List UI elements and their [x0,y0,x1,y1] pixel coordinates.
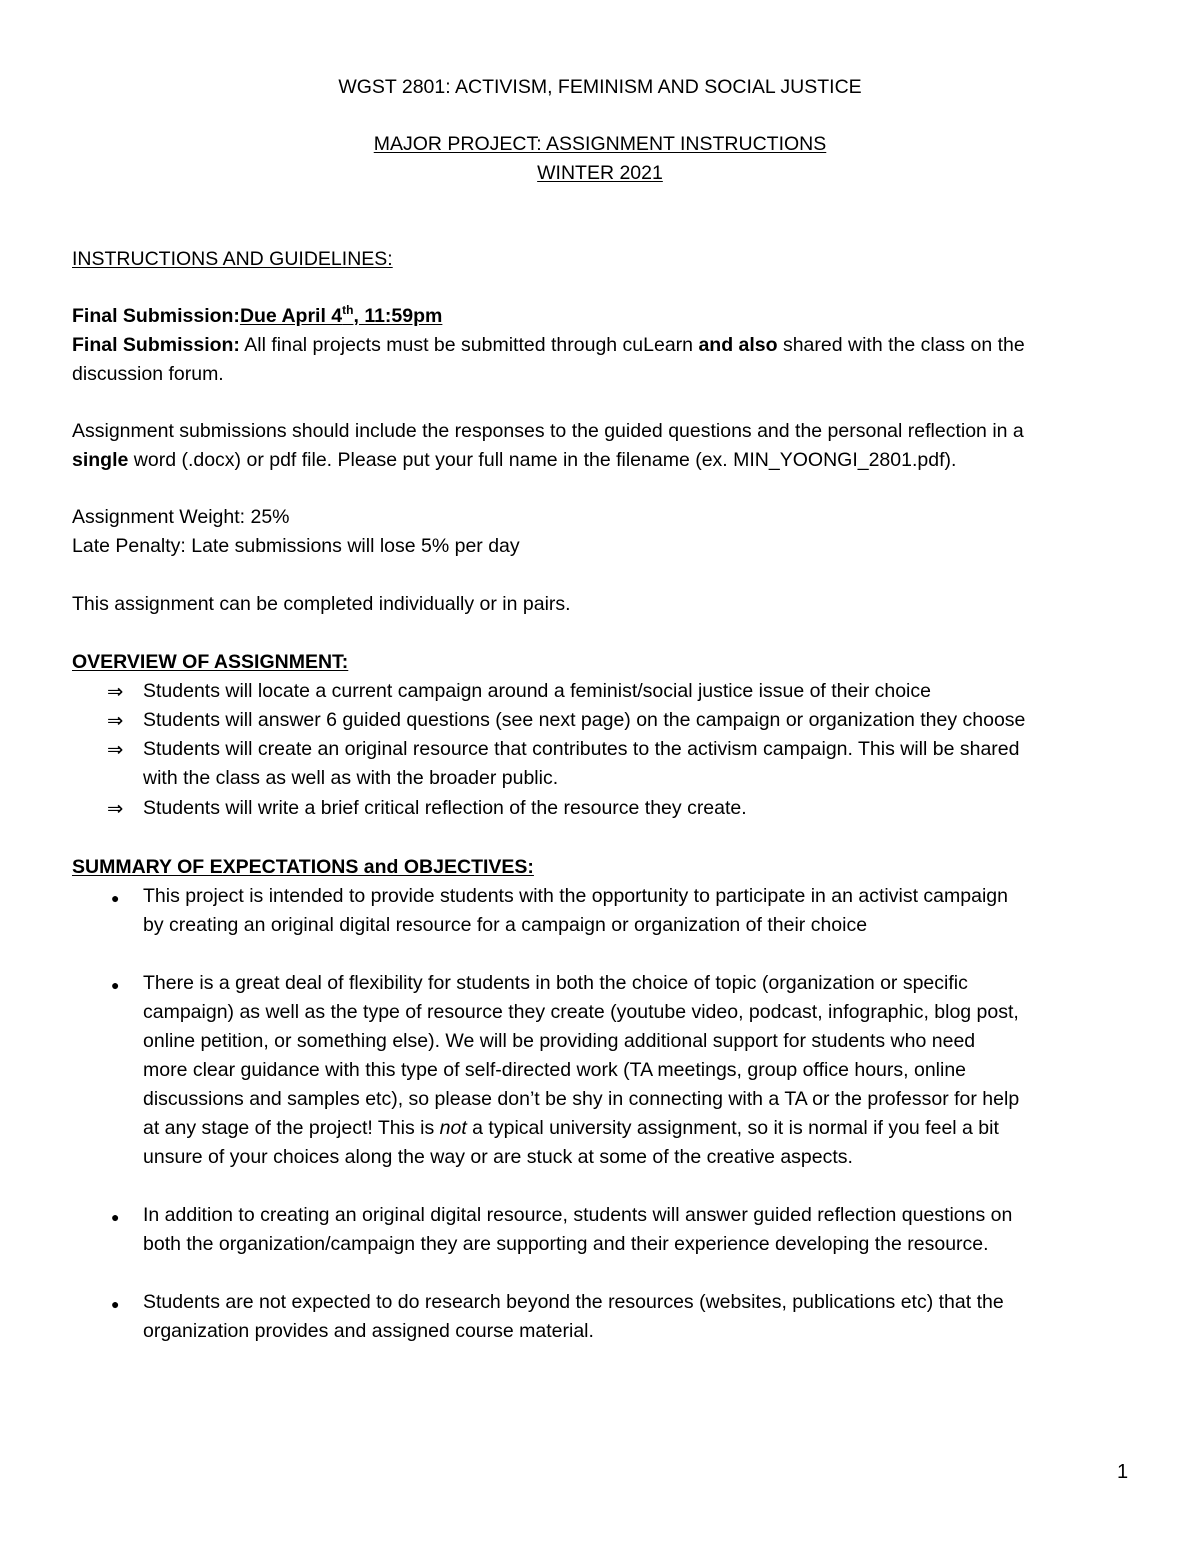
summary-item-2-line-3: online petition, or something else). We will be providing additional support for students who need [143,1030,976,1052]
bullet-icon: ● [111,890,120,906]
due-text [240,305,442,327]
summary-item-2-line-5: discussions and samples etc), so please don’t be shy in connecting with a TA or the professor for help [143,1088,1020,1110]
due-superscript: th [342,303,354,317]
due-date: Due April 4 [239,305,343,327]
course-title: WGST 2801: ACTIVISM, FEMINISM AND SOCIAL JUSTICE [338,76,862,98]
list-item: Students will locate a current campaign around a feminist/social justice issue of their choice [143,680,931,702]
summary-item-1-line-1: This project is intended to provide students with the opportunity to participate in an activist campaign [143,885,1008,907]
list-item-continuation: with the class as well as with the broader public. [143,767,559,789]
summary-heading: SUMMARY OF EXPECTATIONS and OBJECTIVES: [72,856,534,878]
submission-line [72,334,1025,357]
summary-item-2-line-6 [143,1117,999,1140]
summary-item-2-line-1: There is a great deal of flexibility for students in both the choice of topic (organization or specific [143,972,968,994]
list-item: Students will write a brief critical reflection of the resource they create. [143,797,747,819]
summary-item-4-line-1: Students are not expected to do research beyond the resources (websites, publications etc) that the [143,1291,1004,1313]
submission-bold: and also [698,334,778,356]
due-label: Final Submission: [72,305,240,327]
bullet-icon: ● [111,1209,120,1225]
format-paragraph-line-2 [72,449,956,472]
emphasis-not: not [439,1117,467,1139]
arrow-icon: ⇒ [107,681,124,703]
arrow-icon: ⇒ [107,710,124,732]
assignment-weight: Assignment Weight: 25% [72,506,290,528]
submission-text-a: All final projects must be submitted through cuLearn [239,334,699,356]
summary-item-2-line-7: unsure of your choices along the way or are stuck at some of the creative aspects. [143,1146,853,1168]
submission-line-2: discussion forum. [72,363,224,385]
format-paragraph-line-1: Assignment submissions should include the responses to the guided questions and the personal reflection in a [72,420,1024,442]
summary-item-1-line-2: by creating an original digital resource for a campaign or organization of their choice [143,914,868,936]
arrow-icon: ⇒ [107,798,124,820]
late-penalty: Late Penalty: Late submissions will lose 5% per day [72,535,520,557]
arrow-icon: ⇒ [107,739,124,761]
single-bold: single [72,449,129,471]
project-title: MAJOR PROJECT: ASSIGNMENT INSTRUCTIONS [373,133,827,155]
summary-item-2-line-2: campaign) as well as the type of resource they create (youtube video, podcast, infographic, blog post, [143,1001,1019,1023]
format-paragraph-rest: word (.docx) or pdf file. Please put your full name in the filename (ex. MIN_YOONGI_2801.pdf). [128,449,957,471]
instructions-heading: INSTRUCTIONS AND GUIDELINES: [72,248,393,270]
summary-item-4-line-2: organization provides and assigned course material. [143,1320,594,1342]
line-6-post: a typical university assignment, so it is normal if you feel a bit [466,1117,999,1139]
summary-item-3-line-2: both the organization/campaign they are supporting and their experience developing the resource. [143,1233,989,1255]
submission-label: Final Submission: [72,334,240,356]
term: WINTER 2021 [537,162,663,184]
summary-item-3-line-1: In addition to creating an original digital resource, students will answer guided reflection questions on [143,1204,1013,1226]
pairs-note: This assignment can be completed individually or in pairs. [72,593,571,615]
overview-heading: OVERVIEW OF ASSIGNMENT: [72,651,349,673]
due-date-line [72,305,442,328]
bullet-icon: ● [111,977,120,993]
page-number: 1 [1117,1461,1129,1483]
list-item: Students will answer 6 guided questions (see next page) on the campaign or organization they choose [143,709,1026,731]
bullet-icon: ● [111,1296,120,1312]
summary-item-2-line-4: more clear guidance with this type of self-directed work (TA meetings, group office hours, online [143,1059,967,1081]
due-time: , 11:59pm [353,305,443,327]
list-item: Students will create an original resource that contributes to the activism campaign. This will be shared [143,738,1020,760]
submission-text-b: shared with the class on the [777,334,1025,356]
line-6-pre: at any stage of the project! This is [143,1117,440,1139]
